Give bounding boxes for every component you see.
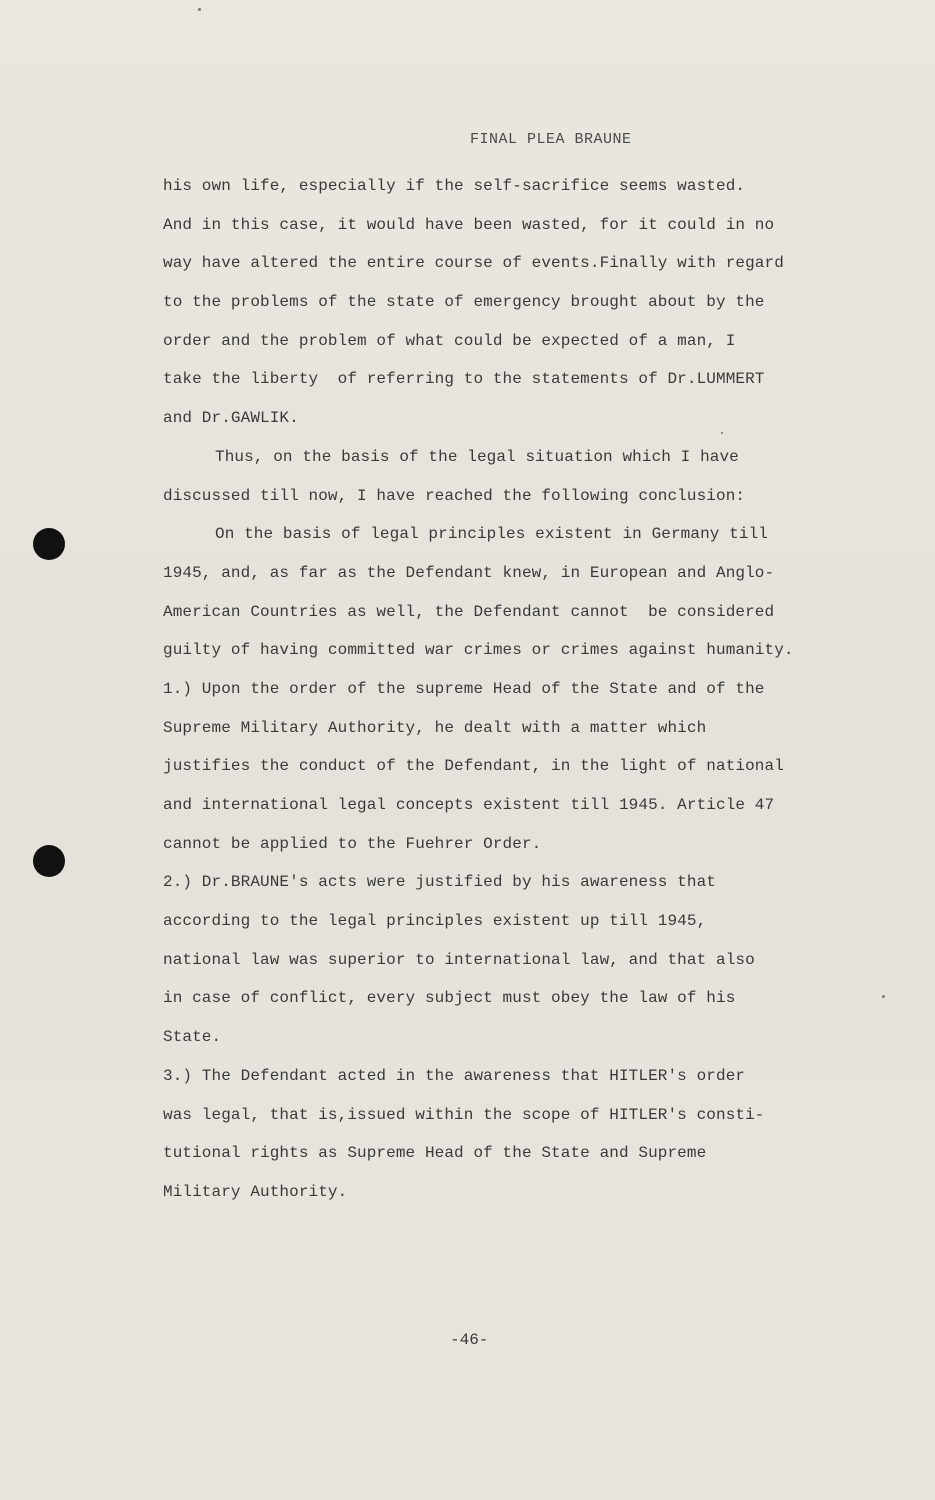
text-line: 1945, and, as far as the Defendant knew, in European and Anglo-: [163, 563, 775, 582]
text-line: 2.) Dr.BRAUNE's acts were justified by his awareness that: [163, 873, 716, 892]
page-header: FINAL PLEA BRAUNE: [470, 131, 632, 148]
text-line: and international legal concepts existent till 1945. Article 47: [163, 796, 775, 814]
text-line: tutional rights as Supreme Head of the State and Supreme: [163, 1144, 707, 1163]
text-line: 1.) Upon the order of the supreme Head of the State and of the: [163, 679, 765, 698]
text-line: State.: [163, 1028, 222, 1047]
text-line: cannot be applied to the Fuehrer Order.: [163, 834, 542, 853]
text-line: order and the problem of what could be expected of a man, I: [163, 331, 736, 350]
text-line: On the basis of legal principles existent in Germany till: [215, 525, 768, 544]
paper-speck: [198, 8, 201, 11]
text-line: in case of conflict, every subject must obey the law of his: [163, 989, 736, 1008]
text-line: and Dr.GAWLIK.: [163, 409, 299, 428]
text-line: was legal, that is,issued within the scope of HITLER's consti-: [163, 1105, 765, 1124]
text-line: way have altered the entire course of events.Finally with regard: [163, 254, 784, 273]
text-line: his own life, especially if the self-sacrifice seems wasted.: [163, 177, 746, 195]
text-line: Thus, on the basis of the legal situation which I have: [215, 447, 739, 466]
text-line: according to the legal principles existent up till 1945,: [163, 912, 707, 931]
text-line: national law was superior to international law, and that also: [163, 950, 755, 969]
text-line: take the liberty of referring to the statements of Dr.LUMMERT: [163, 370, 765, 389]
paper-speck: [882, 995, 885, 998]
text-line: justifies the conduct of the Defendant, in the light of national: [163, 757, 784, 776]
page-number: -46-: [450, 1331, 489, 1349]
text-line: American Countries as well, the Defendant cannot be considered: [163, 602, 775, 621]
text-line: to the problems of the state of emergency brought about by the: [163, 293, 765, 312]
body-text: [163, 167, 823, 1212]
text-line: discussed till now, I have reached the following conclusion:: [163, 486, 746, 505]
text-line: guilty of having committed war crimes or crimes against humanity.: [163, 641, 794, 660]
punch-hole-top: [33, 528, 65, 560]
text-line: Supreme Military Authority, he dealt with a matter which: [163, 718, 707, 737]
punch-hole-bottom: [33, 845, 65, 877]
text-line: And in this case, it would have been wasted, for it could in no: [163, 215, 775, 234]
text-line: 3.) The Defendant acted in the awareness that HITLER's order: [163, 1066, 746, 1085]
text-line: Military Authority.: [163, 1182, 348, 1201]
